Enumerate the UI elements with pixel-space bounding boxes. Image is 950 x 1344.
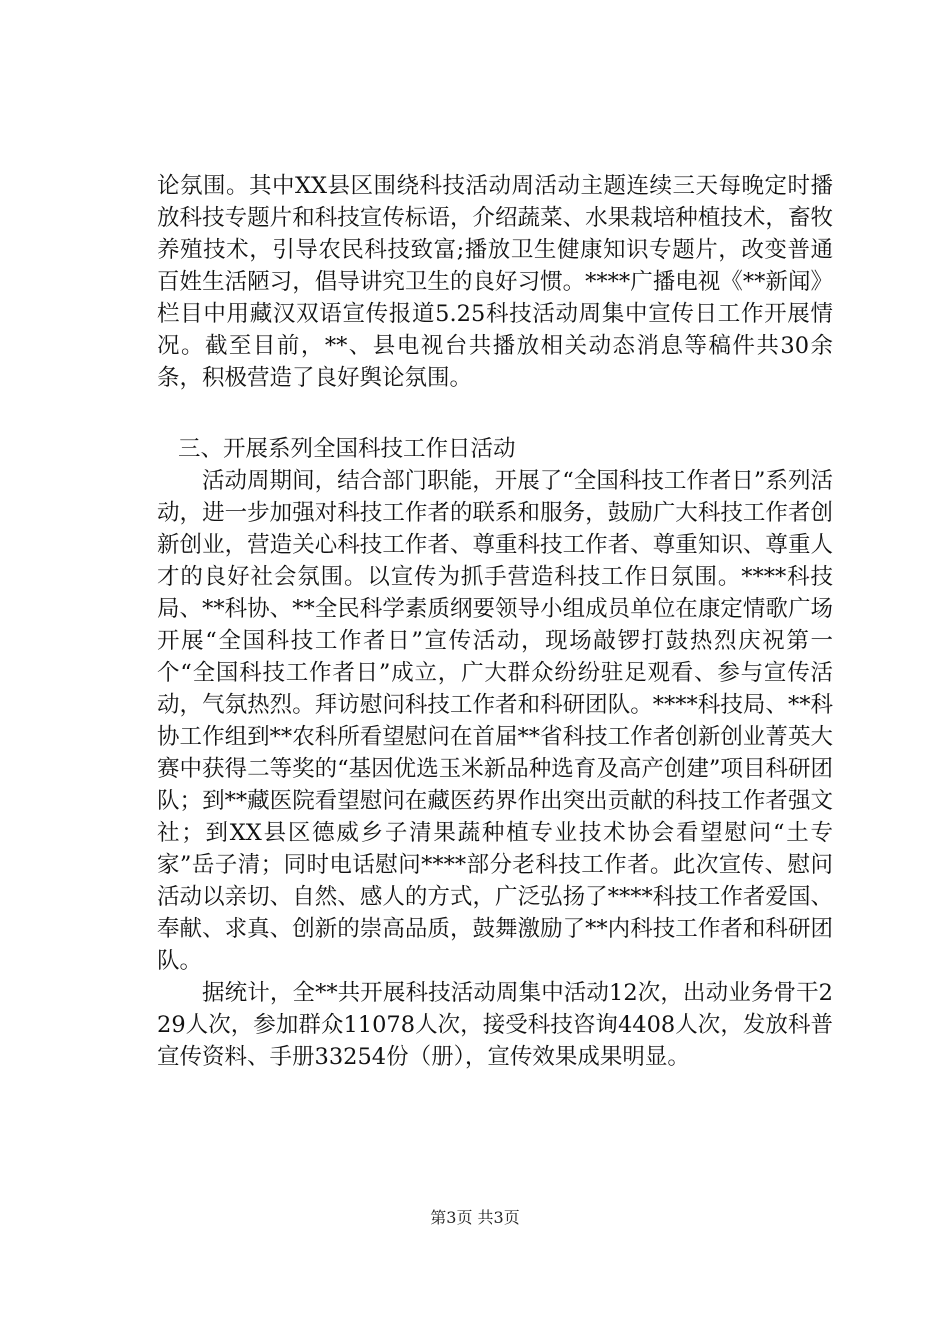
document-body <box>157 170 833 1073</box>
section-heading: 三、开展系列全国科技工作日活动 <box>178 436 516 462</box>
paragraph-activities: 活动周期间，结合部门职能，开展了“全国科技工作者日”系列活动，进一步加强对科技工作者的联系和服务，鼓励广大科技工作者创新创业，营造关心科技工作者、尊重科技工作者、尊重知识、尊重人才的良好社会氛围。以宣传为抓手营造科技工作日氛围。****科技局、**科协、**全民科学素质纲要领导小组成员单位在康定情歌广场开展“全国科技工作者日”宣传活动，现场敲锣打鼓热烈庆祝第一个“全国科技工作者日”成立，广大群众纷纷驻足观看、参与宣传活动，气氛热烈。拜访慰问科技工作者和科研团队。****科技局、**科协工作组到**农科所看望慰问在首届**省科技工作者创新创业菁英大赛中获得二等奖的“基因优选玉米新品种选育及高产创建”项目科研团队；到**藏医院看望慰问在藏医药界作出突出贡献的科技工作者强文社；到XX县区德威乡子清果蔬种植专业技术协会看望慰问“土专家”岳子清；同时电话慰问****部分老科技工作者。此次宣传、慰问活动以亲切、自然、感人的方式，广泛弘扬了****科技工作者爱国、奉献、求真、创新的崇高品质，鼓舞激励了**内科技工作者和科研团队。 <box>157 468 833 974</box>
paragraph-statistics: 据统计，全**共开展科技活动周集中活动12次，出动业务骨干229人次，参加群众11078人次，接受科技咨询4408人次，发放科普宣传资料、手册33254份（册），宣传效果成果明显。 <box>157 980 833 1070</box>
page-footer: 第3页 共3页 <box>430 1208 520 1227</box>
paragraph-continuation: 论氛围。其中XX县区围绕科技活动周活动主题连续三天每晚定时播放科技专题片和科技宣传标语，介绍蔬菜、水果栽培种植技术，畜牧养殖技术，引导农民科技致富;播放卫生健康知识专题片，改变普通百姓生活陋习，倡导讲究卫生的良好习惯。****广播电视《**新闻》栏目中用藏汉双语宣传报道5.25科技活动周集中宣传日工作开展情况。截至目前，**、县电视台共播放相关动态消息等稿件共30余条，积极营造了良好舆论氛围。 <box>157 173 833 391</box>
